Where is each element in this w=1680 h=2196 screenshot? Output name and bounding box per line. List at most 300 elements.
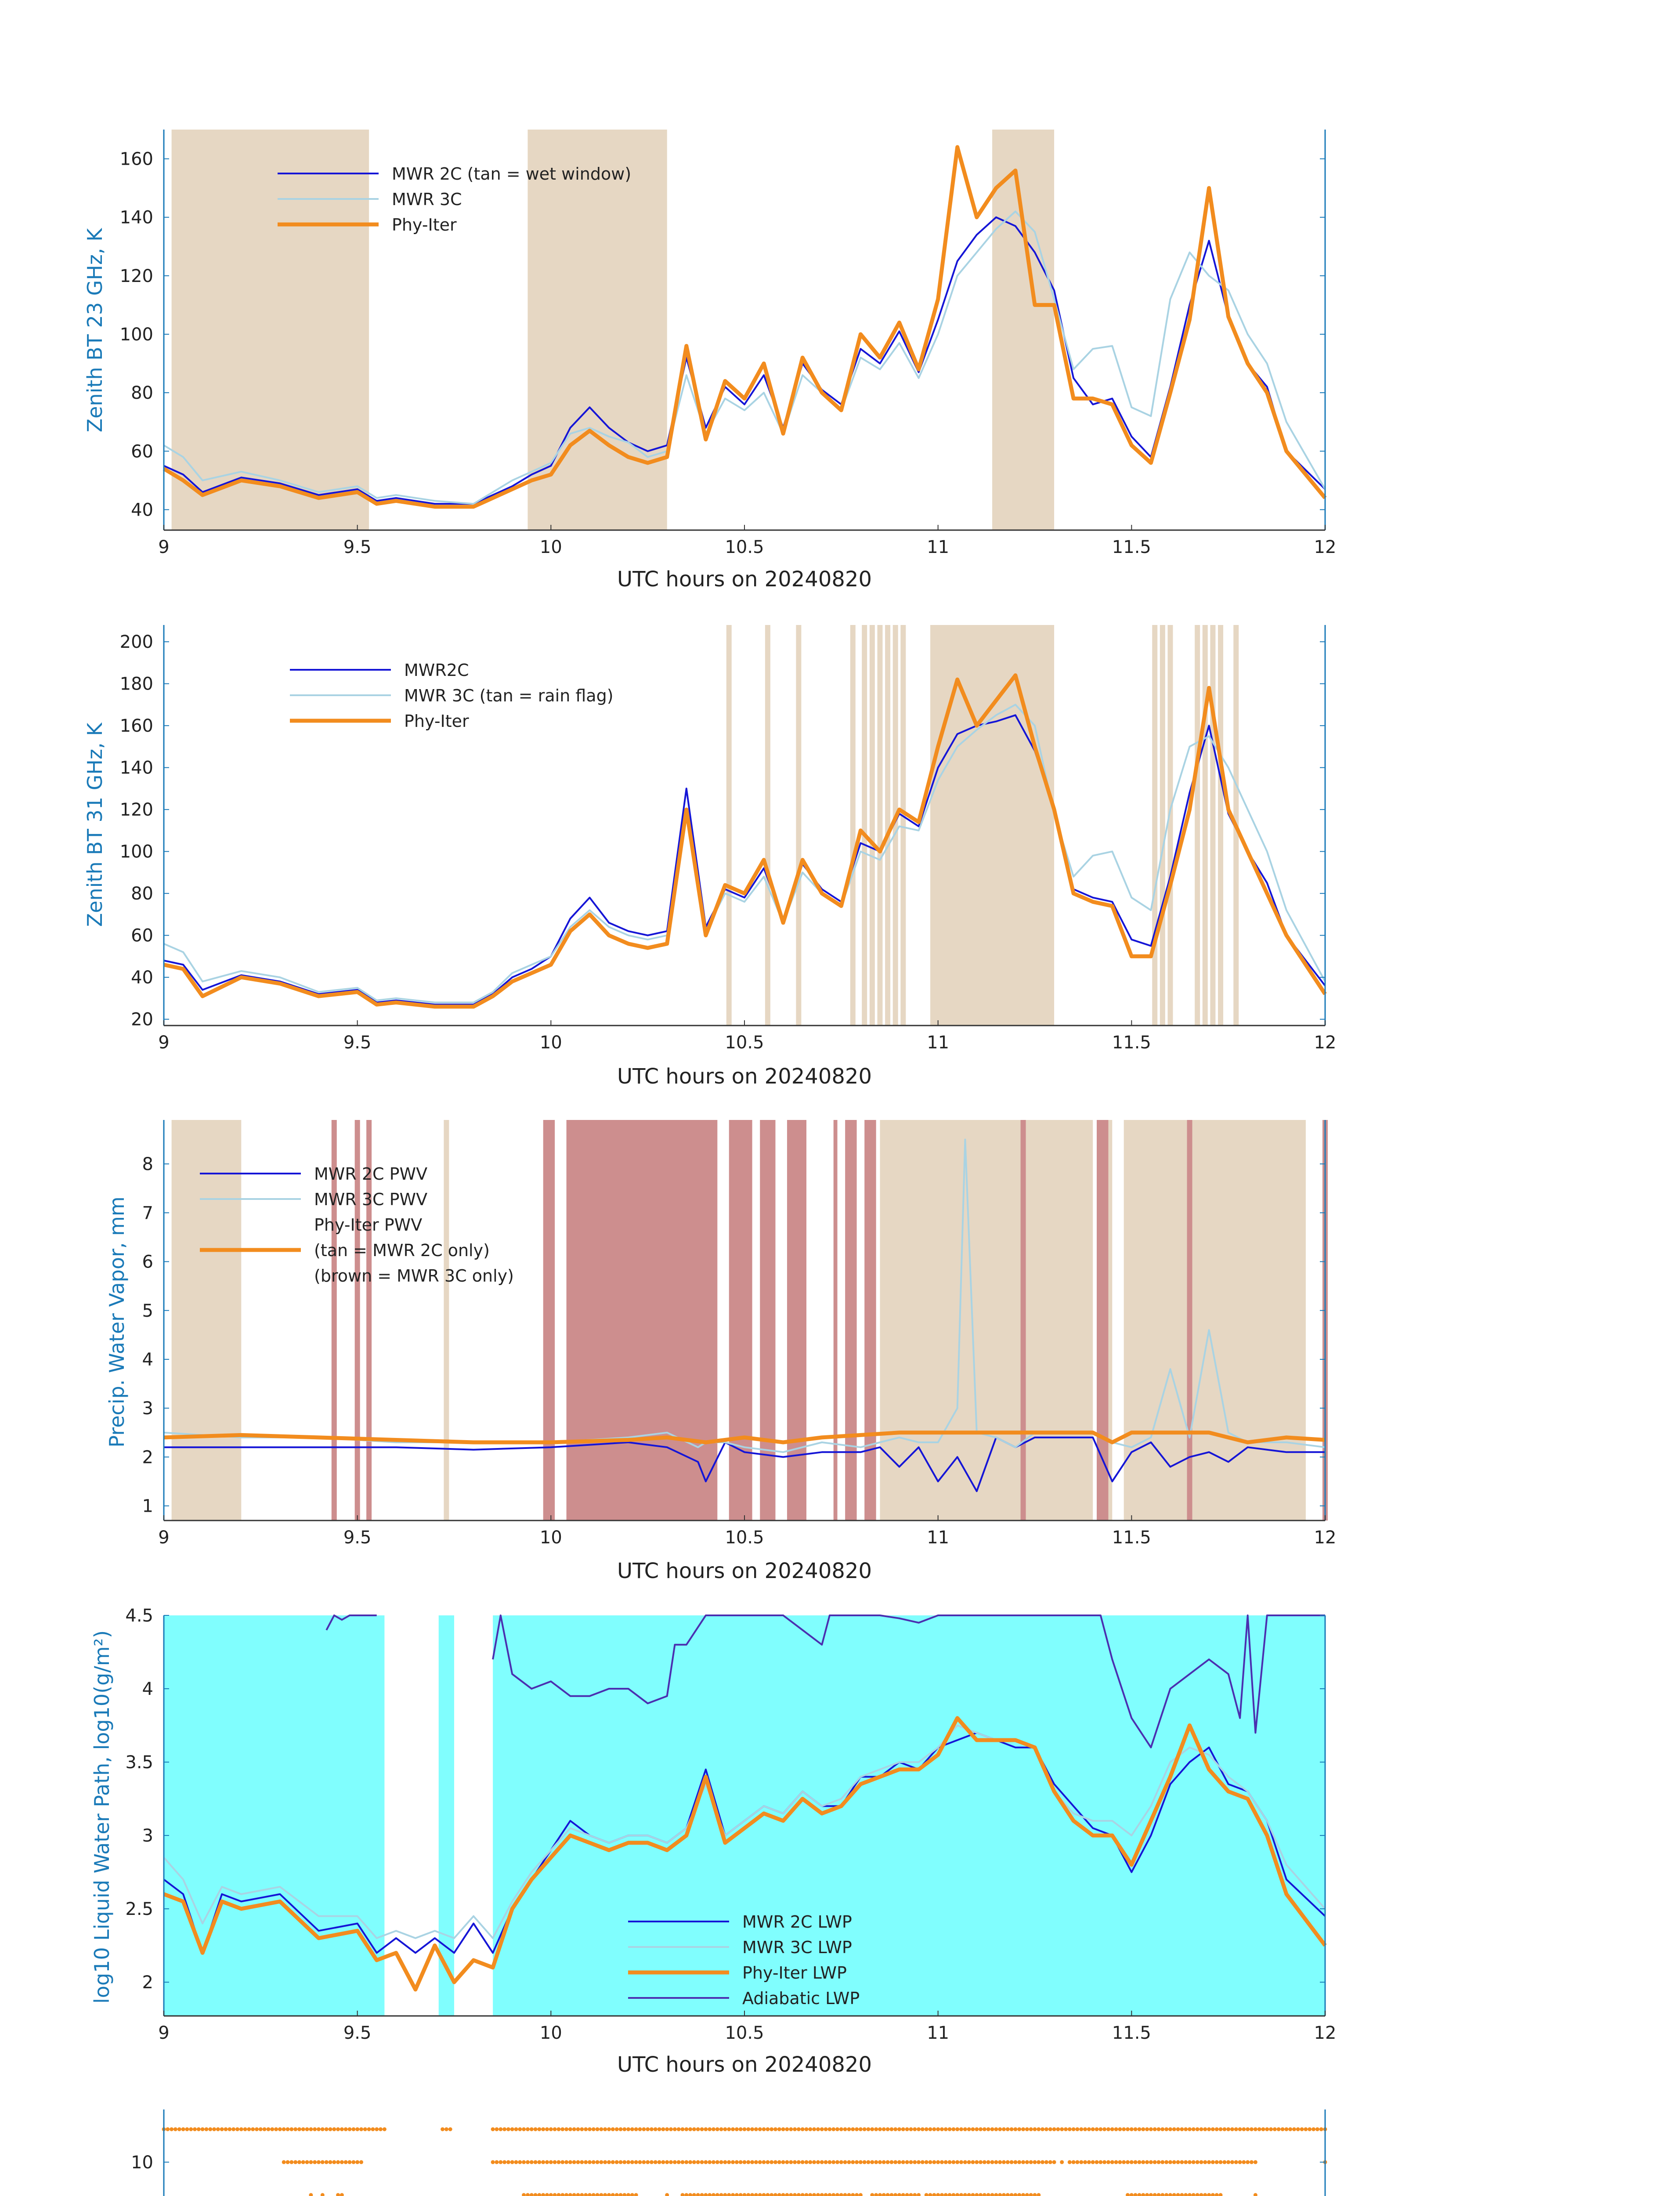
- flag-point: [1230, 2127, 1234, 2131]
- flag-point: [572, 2127, 576, 2131]
- tan-shade-line: [1167, 625, 1173, 1026]
- flag-point: [1002, 2127, 1006, 2131]
- flag-point: [1184, 2127, 1188, 2131]
- y-tick-label: 3.5: [125, 1752, 153, 1773]
- x-tick-label: 9: [158, 1033, 170, 1053]
- flag-point: [1118, 2160, 1122, 2164]
- flag-point: [785, 2193, 789, 2196]
- flag-point: [1180, 2160, 1184, 2164]
- flag-point: [746, 2160, 750, 2164]
- flag-point: [584, 2193, 588, 2196]
- panel-pwv: [105, 1120, 1336, 1583]
- flag-point: [348, 2160, 352, 2164]
- x-tick-label: 10.5: [725, 1033, 764, 1053]
- flag-point: [913, 2193, 917, 2196]
- flag-point: [1044, 2160, 1048, 2164]
- flag-point: [1196, 2160, 1199, 2164]
- flag-point: [336, 2127, 340, 2131]
- flag-point: [1068, 2160, 1072, 2164]
- tan-shade-line: [1210, 625, 1215, 1026]
- flag-point: [704, 2160, 708, 2164]
- flag-point: [1021, 2160, 1025, 2164]
- flag-point: [831, 2160, 835, 2164]
- flag-point: [905, 2193, 909, 2196]
- flag-point: [990, 2160, 994, 2164]
- tan-shade-region: [172, 130, 369, 530]
- flag-point: [611, 2160, 615, 2164]
- flag-point: [1304, 2127, 1308, 2131]
- flag-point: [1013, 2160, 1017, 2164]
- flag-point: [560, 2193, 564, 2196]
- flag-point: [348, 2127, 352, 2131]
- flag-point: [1199, 2160, 1203, 2164]
- flag-point: [1114, 2127, 1118, 2131]
- flag-point: [820, 2127, 824, 2131]
- flag-point: [1250, 2160, 1254, 2164]
- flag-point: [746, 2193, 750, 2196]
- flag-point: [963, 2193, 967, 2196]
- flag-point: [197, 2127, 201, 2131]
- flag-point: [626, 2160, 630, 2164]
- flag-point: [893, 2193, 897, 2196]
- flag-point: [777, 2193, 781, 2196]
- flag-point: [870, 2160, 874, 2164]
- flag-point: [1157, 2193, 1161, 2196]
- flag-point: [1075, 2127, 1079, 2131]
- flag-point: [170, 2127, 173, 2131]
- flag-point: [665, 2127, 669, 2131]
- flag-point: [541, 2127, 545, 2131]
- x-tick-label: 12: [1314, 1033, 1337, 1053]
- flag-point: [1068, 2127, 1072, 2131]
- flag-point: [1215, 2193, 1219, 2196]
- flag-point: [773, 2127, 777, 2131]
- flag-point: [1087, 2160, 1091, 2164]
- y-tick-label: 5: [142, 1300, 153, 1321]
- flag-point: [870, 2193, 874, 2196]
- flag-point: [901, 2160, 905, 2164]
- flag-point: [940, 2127, 944, 2131]
- flag-point: [1300, 2127, 1304, 2131]
- flag-point: [220, 2127, 224, 2131]
- flag-point: [630, 2127, 634, 2131]
- flag-point: [293, 2160, 297, 2164]
- flag-point: [622, 2160, 626, 2164]
- flag-point: [1025, 2193, 1029, 2196]
- flag-point: [506, 2160, 510, 2164]
- flag-point: [351, 2160, 355, 2164]
- flag-point: [592, 2127, 596, 2131]
- flag-point: [831, 2127, 835, 2131]
- flag-point: [1010, 2127, 1014, 2131]
- flag-point: [1203, 2193, 1207, 2196]
- flag-point: [228, 2127, 231, 2131]
- flag-point: [1091, 2127, 1095, 2131]
- flag-point: [839, 2160, 843, 2164]
- flag-point: [526, 2160, 530, 2164]
- tan-shade-line: [587, 130, 592, 530]
- flag-point: [1033, 2160, 1037, 2164]
- flag-point: [1017, 2160, 1021, 2164]
- flag-point: [1219, 2160, 1223, 2164]
- flag-point: [297, 2127, 301, 2131]
- tan-shade-line: [796, 625, 801, 1026]
- flag-point: [1079, 2160, 1083, 2164]
- flag-point: [781, 2193, 785, 2196]
- flag-point: [1196, 2193, 1199, 2196]
- flag-point: [808, 2193, 812, 2196]
- flag-point: [739, 2127, 743, 2131]
- y-tick-label: 180: [119, 674, 153, 694]
- flag-point: [537, 2193, 541, 2196]
- flag-point: [1141, 2193, 1145, 2196]
- flag-point: [599, 2193, 603, 2196]
- flag-point: [584, 2127, 588, 2131]
- flag-point: [592, 2193, 596, 2196]
- flag-point: [955, 2193, 959, 2196]
- flag-point: [317, 2160, 321, 2164]
- flag-point: [584, 2160, 588, 2164]
- flag-point: [622, 2193, 626, 2196]
- flag-point: [1138, 2127, 1142, 2131]
- x-axis-label: UTC hours on 20240820: [617, 2052, 872, 2077]
- flag-point: [1242, 2160, 1246, 2164]
- flag-point: [1261, 2127, 1265, 2131]
- flag-point: [301, 2160, 305, 2164]
- flag-point: [1211, 2127, 1215, 2131]
- flag-point: [1199, 2193, 1203, 2196]
- flag-point: [905, 2160, 909, 2164]
- flag-point: [692, 2127, 696, 2131]
- tan-shade-line: [1044, 625, 1049, 1026]
- flag-point: [1257, 2127, 1261, 2131]
- flag-point: [925, 2160, 929, 2164]
- flag-point: [750, 2160, 754, 2164]
- flag-point: [1184, 2160, 1188, 2164]
- flag-point: [1130, 2160, 1134, 2164]
- flag-point: [355, 2160, 359, 2164]
- flag-point: [835, 2160, 839, 2164]
- x-tick-label: 11: [927, 1528, 950, 1548]
- flag-point: [1052, 2160, 1056, 2164]
- x-tick-label: 10: [539, 1033, 562, 1053]
- flag-point: [1153, 2160, 1157, 2164]
- flag-point: [944, 2127, 948, 2131]
- flag-point: [889, 2160, 893, 2164]
- flag-point: [1013, 2127, 1017, 2131]
- flag-point: [510, 2160, 514, 2164]
- flag-point: [700, 2127, 704, 2131]
- flag-point: [553, 2160, 557, 2164]
- x-tick-label: 10: [539, 2023, 562, 2043]
- flag-point: [917, 2160, 921, 2164]
- flag-point: [932, 2127, 936, 2131]
- flag-point: [289, 2160, 293, 2164]
- flag-point: [1060, 2127, 1064, 2131]
- flag-point: [715, 2160, 719, 2164]
- flag-point: [251, 2127, 255, 2131]
- flag-point: [688, 2127, 692, 2131]
- tan-shade-line: [765, 625, 770, 1026]
- flag-point: [278, 2127, 282, 2131]
- y-tick-label: 60: [131, 925, 153, 946]
- flag-point: [1176, 2127, 1180, 2131]
- x-tick-label: 9.5: [343, 2023, 372, 2043]
- y-tick-label: 4.5: [125, 1606, 153, 1626]
- flag-point: [917, 2127, 921, 2131]
- flag-point: [816, 2160, 820, 2164]
- flag-point: [863, 2127, 867, 2131]
- flag-point: [588, 2160, 592, 2164]
- flag-point: [708, 2193, 712, 2196]
- flag-point: [568, 2193, 572, 2196]
- legend-label: MWR2C: [404, 661, 469, 680]
- flag-point: [959, 2160, 963, 2164]
- flag-point: [963, 2127, 967, 2131]
- flag-point: [599, 2160, 603, 2164]
- flag-point: [231, 2127, 235, 2131]
- y-tick-label: 40: [131, 500, 153, 520]
- flag-point: [805, 2160, 809, 2164]
- flag-point: [1095, 2160, 1099, 2164]
- flag-point: [847, 2193, 851, 2196]
- flag-point: [1048, 2127, 1052, 2131]
- tan-shade-line: [885, 625, 890, 1026]
- flag-point: [646, 2160, 650, 2164]
- flag-point: [580, 2127, 584, 2131]
- x-axis-label: UTC hours on 20240820: [617, 567, 872, 592]
- flag-point: [1048, 2160, 1052, 2164]
- flag-point: [936, 2127, 940, 2131]
- flag-point: [243, 2127, 247, 2131]
- flag-point: [1157, 2127, 1161, 2131]
- flag-point: [681, 2160, 685, 2164]
- flag-point: [704, 2127, 708, 2131]
- flag-point: [1203, 2160, 1207, 2164]
- flag-point: [677, 2160, 681, 2164]
- flag-point: [1292, 2127, 1296, 2131]
- flag-point: [979, 2127, 983, 2131]
- flag-point: [1075, 2160, 1079, 2164]
- flag-point: [638, 2160, 642, 2164]
- flag-point: [971, 2127, 975, 2131]
- flag-point: [572, 2160, 576, 2164]
- flag-point: [735, 2193, 739, 2196]
- flag-point: [986, 2193, 990, 2196]
- flag-point: [944, 2193, 948, 2196]
- flag-point: [859, 2127, 863, 2131]
- flag-point: [502, 2160, 506, 2164]
- flag-point: [967, 2193, 971, 2196]
- flag-point: [1098, 2160, 1102, 2164]
- flag-point: [847, 2160, 851, 2164]
- flag-point: [948, 2160, 952, 2164]
- tan-shade-line: [614, 130, 619, 530]
- flag-point: [355, 2127, 359, 2131]
- flag-point: [289, 2127, 293, 2131]
- flag-point: [789, 2127, 793, 2131]
- legend-label: MWR 3C PWV: [314, 1190, 428, 1209]
- flag-point: [921, 2160, 925, 2164]
- flag-point: [1254, 2160, 1257, 2164]
- flag-point: [754, 2193, 758, 2196]
- flag-point: [762, 2160, 766, 2164]
- flag-point: [789, 2193, 793, 2196]
- flag-point: [495, 2127, 499, 2131]
- flag-point: [634, 2193, 638, 2196]
- flag-point: [615, 2160, 619, 2164]
- flag-point: [739, 2193, 743, 2196]
- flag-point: [1226, 2127, 1230, 2131]
- flag-point: [1168, 2127, 1172, 2131]
- flag-point: [932, 2160, 936, 2164]
- x-tick-label: 11: [927, 537, 950, 557]
- flag-point: [1226, 2160, 1230, 2164]
- flag-point: [1130, 2127, 1134, 2131]
- flag-point: [596, 2127, 600, 2131]
- flag-point: [1219, 2127, 1223, 2131]
- flag-point: [1215, 2160, 1219, 2164]
- flag-point: [1269, 2127, 1273, 2131]
- flag-point: [1319, 2127, 1323, 2131]
- flag-point: [1025, 2160, 1029, 2164]
- flag-point: [1037, 2193, 1041, 2196]
- flag-point: [770, 2160, 773, 2164]
- y-tick-label: 2: [142, 1972, 153, 1993]
- flag-point: [835, 2193, 839, 2196]
- flag-point: [1134, 2193, 1138, 2196]
- flag-point: [1296, 2127, 1300, 2131]
- flag-point: [712, 2160, 715, 2164]
- tan-shade-region: [992, 130, 1054, 530]
- flag-point: [951, 2127, 955, 2131]
- flag-point: [998, 2193, 1002, 2196]
- flag-point: [301, 2127, 305, 2131]
- tan-shade-line: [862, 625, 867, 1026]
- flag-point: [534, 2127, 538, 2131]
- flag-point: [843, 2127, 847, 2131]
- y-tick-label: 7: [142, 1203, 153, 1224]
- tan-shade-line: [726, 625, 732, 1026]
- flag-point: [801, 2193, 805, 2196]
- flag-point: [897, 2160, 901, 2164]
- flag-point: [1215, 2127, 1219, 2131]
- flag-point: [325, 2127, 329, 2131]
- legend: [200, 1164, 514, 1286]
- y-tick-label: 140: [119, 207, 153, 228]
- y-tick-label: 6: [142, 1252, 153, 1272]
- flag-point: [1017, 2127, 1021, 2131]
- flag-point: [835, 2127, 839, 2131]
- y-axis-label: Precip. Water Vapor, mm: [105, 1196, 129, 1448]
- flag-point: [1145, 2160, 1149, 2164]
- flag-point: [1222, 2160, 1226, 2164]
- x-tick-label: 12: [1314, 1528, 1337, 1548]
- flag-point: [646, 2127, 650, 2131]
- flag-point: [1172, 2127, 1176, 2131]
- y-tick-label: 40: [131, 968, 153, 988]
- flag-point: [696, 2127, 700, 2131]
- flag-point: [247, 2127, 251, 2131]
- y-tick-label: 10: [131, 2152, 153, 2173]
- flag-point: [545, 2127, 549, 2131]
- y-tick-label: 140: [119, 758, 153, 778]
- flag-point: [658, 2127, 661, 2131]
- flag-point: [781, 2160, 785, 2164]
- flag-point: [1176, 2193, 1180, 2196]
- y-tick-label: 80: [131, 884, 153, 904]
- flag-point: [781, 2127, 785, 2131]
- flag-point: [1160, 2127, 1164, 2131]
- flag-point: [948, 2127, 952, 2131]
- x-tick-label: 11: [927, 1033, 950, 1053]
- flag-point: [696, 2193, 700, 2196]
- flag-point: [1010, 2160, 1014, 2164]
- flag-point: [963, 2160, 967, 2164]
- flag-point: [812, 2127, 816, 2131]
- x-tick-label: 10.5: [725, 537, 764, 557]
- flag-point: [495, 2160, 499, 2164]
- legend-label: Phy-Iter: [392, 215, 457, 235]
- flag-point: [929, 2160, 932, 2164]
- flag-point: [940, 2193, 944, 2196]
- flag-point: [634, 2127, 638, 2131]
- flag-point: [1141, 2160, 1145, 2164]
- flag-point: [777, 2127, 781, 2131]
- x-tick-label: 12: [1314, 537, 1337, 557]
- flag-point: [576, 2160, 580, 2164]
- flag-point: [901, 2127, 905, 2131]
- flag-point: [983, 2160, 986, 2164]
- flag-point: [1145, 2193, 1149, 2196]
- flag-point: [212, 2127, 216, 2131]
- flag-point: [1164, 2193, 1168, 2196]
- flag-point: [905, 2127, 909, 2131]
- flag-point: [568, 2127, 572, 2131]
- flag-point: [1041, 2160, 1044, 2164]
- flag-point: [1308, 2127, 1311, 2131]
- flag-point: [793, 2160, 797, 2164]
- flag-point: [568, 2160, 572, 2164]
- tan-shade-line: [575, 130, 581, 530]
- flag-point: [1098, 2127, 1102, 2131]
- flag-point: [1126, 2193, 1130, 2196]
- flag-point: [700, 2160, 704, 2164]
- flag-point: [1160, 2160, 1164, 2164]
- flag-point: [1230, 2160, 1234, 2164]
- flag-point: [983, 2127, 986, 2131]
- flag-point: [607, 2160, 611, 2164]
- flag-point: [622, 2127, 626, 2131]
- flag-point: [681, 2193, 685, 2196]
- flag-point: [441, 2127, 444, 2131]
- flag-point: [1234, 2127, 1238, 2131]
- flag-point: [344, 2160, 348, 2164]
- x-tick-label: 9.5: [343, 537, 372, 557]
- legend-label: MWR 3C (tan = rain flag): [404, 686, 614, 705]
- flag-point: [1037, 2160, 1041, 2164]
- flag-point: [379, 2127, 383, 2131]
- flag-point: [1188, 2127, 1192, 2131]
- flag-point: [801, 2160, 805, 2164]
- flag-point: [1254, 2127, 1257, 2131]
- flag-point: [1013, 2193, 1017, 2196]
- flag-point: [611, 2193, 615, 2196]
- flag-point: [235, 2127, 239, 2131]
- flag-point: [1126, 2160, 1130, 2164]
- flag-point: [309, 2127, 313, 2131]
- flag-point: [1234, 2160, 1238, 2164]
